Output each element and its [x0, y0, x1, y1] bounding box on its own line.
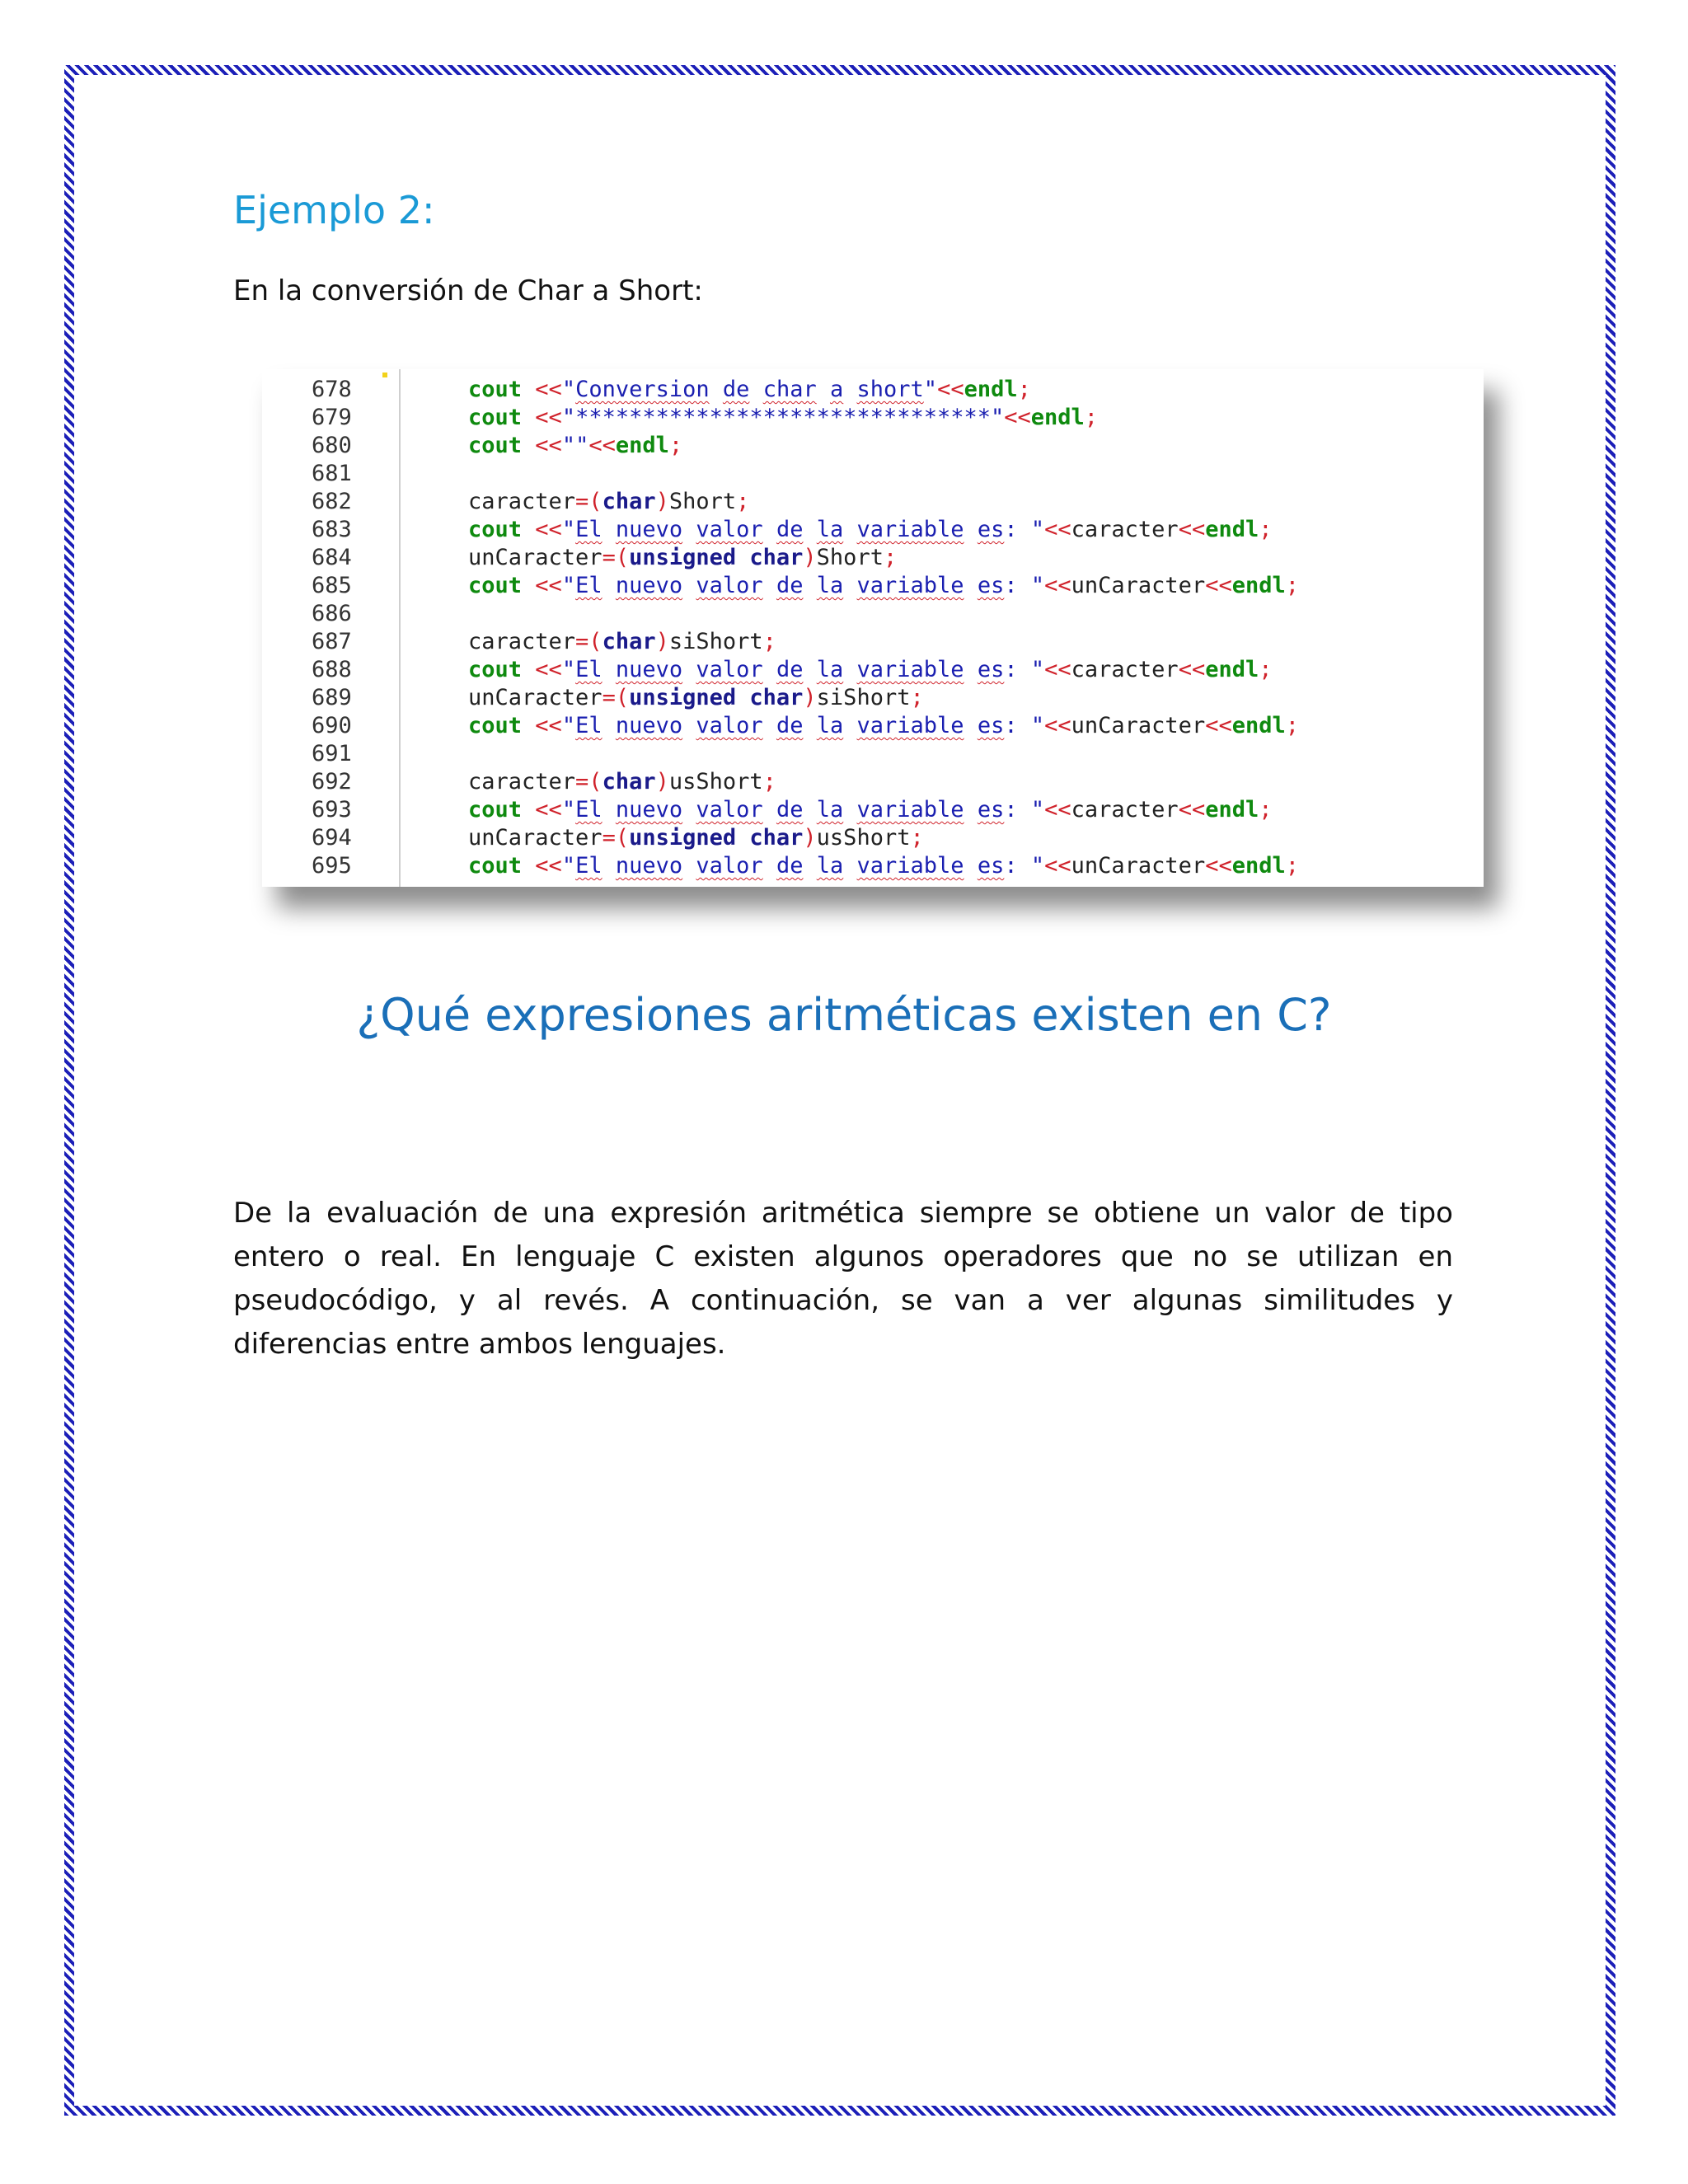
code-token: "	[561, 713, 576, 738]
code-token: : "	[1004, 573, 1045, 598]
code-token: caracter	[468, 489, 576, 514]
line-code	[468, 376, 1031, 404]
code-token: endl	[1205, 517, 1259, 542]
line-code	[468, 516, 1273, 544]
code-token: "	[561, 573, 576, 598]
code-token: endl	[1231, 713, 1286, 738]
code-token: unCaracter	[468, 685, 603, 710]
code-token: valor	[696, 713, 763, 738]
code-token	[763, 853, 776, 879]
line-code	[468, 404, 1098, 432]
code-token	[682, 797, 696, 823]
code-token: cout	[468, 797, 523, 823]
code-token: <<	[588, 433, 616, 458]
code-token: ;	[736, 489, 750, 514]
code-token	[843, 657, 856, 682]
code-token: <<	[1044, 573, 1071, 598]
code-token: unCaracter	[468, 545, 603, 570]
code-token: ;	[1285, 713, 1300, 738]
code-token: char	[762, 377, 817, 402]
code-token: <<	[1205, 573, 1232, 598]
code-token: <<	[522, 573, 562, 598]
code-token: ;	[668, 433, 683, 458]
code-token	[803, 657, 816, 682]
code-token	[817, 377, 830, 402]
code-token: nuevo	[615, 797, 683, 823]
code-token: cout	[468, 853, 523, 879]
code-token	[803, 573, 816, 598]
code-token: caracter	[468, 629, 576, 654]
code-token: endl	[1030, 405, 1085, 430]
code-token: "	[561, 797, 576, 823]
code-token: nuevo	[615, 517, 683, 542]
code-token: )	[655, 489, 669, 514]
code-token	[843, 517, 856, 542]
code-token: El	[575, 713, 603, 738]
code-token: variable	[856, 517, 964, 542]
code-token: es	[977, 797, 1005, 823]
code-token	[763, 657, 776, 682]
code-line	[262, 404, 1484, 432]
code-token: cout	[468, 573, 523, 598]
code-token: El	[575, 657, 603, 682]
code-token	[603, 657, 616, 682]
code-token	[749, 377, 762, 402]
code-token: unCaracter	[468, 825, 603, 851]
code-token: cout	[468, 657, 523, 682]
line-code	[468, 572, 1299, 600]
code-token: short	[856, 377, 924, 402]
code-token: )	[655, 629, 669, 654]
code-token: variable	[856, 797, 964, 823]
code-token: valor	[696, 517, 763, 542]
code-token: ;	[910, 825, 924, 851]
code-token: cout	[468, 433, 523, 458]
code-token: de	[776, 797, 804, 823]
code-token: <<	[522, 657, 562, 682]
code-token: <<	[937, 377, 964, 402]
code-token: )	[803, 545, 817, 570]
line-code	[468, 432, 682, 460]
code-line	[262, 488, 1484, 516]
code-token: valor	[696, 657, 763, 682]
code-token: la	[816, 797, 844, 823]
code-token: char	[602, 769, 656, 794]
code-token: ;	[1017, 377, 1031, 402]
line-number: 687	[312, 629, 352, 654]
code-token: caracter	[1071, 517, 1179, 542]
code-token: nuevo	[615, 657, 683, 682]
code-token	[803, 853, 816, 879]
code-line	[262, 656, 1484, 684]
code-token: cout	[468, 713, 523, 738]
line-number: 678	[312, 377, 352, 402]
code-token	[843, 713, 856, 738]
code-token: <<	[522, 797, 562, 823]
code-token: ;	[1259, 797, 1273, 823]
code-token: <<	[1044, 853, 1071, 879]
code-token: cout	[468, 517, 523, 542]
code-token	[603, 713, 616, 738]
code-line	[262, 600, 1484, 628]
code-token: nuevo	[615, 853, 683, 879]
code-token: unsigned char	[629, 545, 804, 570]
code-token: unsigned char	[629, 825, 804, 851]
code-token: a	[829, 377, 844, 402]
line-code	[468, 712, 1299, 740]
code-line	[262, 544, 1484, 572]
line-code	[468, 656, 1273, 684]
code-token: ;	[1259, 657, 1273, 682]
code-token	[603, 573, 616, 598]
code-token: <<	[1205, 853, 1232, 879]
code-token: "	[561, 517, 576, 542]
code-token: ""	[561, 433, 589, 458]
code-token: ;	[1285, 853, 1300, 879]
code-token: "	[923, 377, 938, 402]
code-token: valor	[696, 573, 763, 598]
code-token: <<	[522, 377, 562, 402]
line-number: 681	[312, 461, 352, 486]
code-token: ;	[1084, 405, 1099, 430]
line-number: 695	[312, 853, 352, 879]
code-line	[262, 712, 1484, 740]
code-token: valor	[696, 797, 763, 823]
line-number: 692	[312, 769, 352, 794]
code-token: ;	[883, 545, 898, 570]
line-number: 679	[312, 405, 352, 430]
code-token	[803, 517, 816, 542]
line-number: 683	[312, 517, 352, 542]
line-number: 688	[312, 657, 352, 682]
code-token: )	[803, 685, 817, 710]
intro-text: En la conversión de Char a Short:	[233, 274, 703, 307]
code-token	[843, 377, 856, 402]
code-token: El	[575, 573, 603, 598]
code-token	[964, 517, 978, 542]
code-token: es	[977, 853, 1005, 879]
line-number: 680	[312, 433, 352, 458]
code-token: : "	[1004, 797, 1045, 823]
code-line	[262, 376, 1484, 404]
code-token: caracter	[1071, 657, 1179, 682]
code-token: de	[776, 517, 804, 542]
code-line	[262, 824, 1484, 852]
code-token: endl	[1205, 657, 1259, 682]
code-token	[763, 573, 776, 598]
code-token	[964, 657, 978, 682]
code-token: "*******************************"	[561, 405, 1005, 430]
code-token: =(	[602, 685, 630, 710]
code-token	[803, 797, 816, 823]
code-token: caracter	[1071, 797, 1179, 823]
code-token: usShort	[668, 769, 763, 794]
code-token: =(	[575, 629, 603, 654]
code-token: la	[816, 853, 844, 879]
code-token: "	[561, 657, 576, 682]
code-token: <<	[1205, 713, 1232, 738]
code-token: "	[561, 377, 576, 402]
code-token: char	[602, 489, 656, 514]
code-token: la	[816, 573, 844, 598]
code-token	[964, 573, 978, 598]
code-token: variable	[856, 853, 964, 879]
code-line	[262, 572, 1484, 600]
code-token: Short	[668, 489, 737, 514]
code-token	[603, 853, 616, 879]
code-token: <<	[522, 433, 562, 458]
code-token: ;	[762, 629, 776, 654]
line-code	[468, 628, 776, 656]
code-token: : "	[1004, 517, 1045, 542]
code-token: cout	[468, 405, 523, 430]
code-token: <<	[1004, 405, 1031, 430]
code-token: unsigned char	[629, 685, 804, 710]
code-line	[262, 740, 1484, 768]
code-line	[262, 516, 1484, 544]
code-line	[262, 628, 1484, 656]
code-token: endl	[615, 433, 669, 458]
code-token	[682, 657, 696, 682]
code-token: la	[816, 713, 844, 738]
code-token: )	[655, 769, 669, 794]
code-token: nuevo	[615, 713, 683, 738]
line-code	[468, 824, 924, 852]
code-token: nuevo	[615, 573, 683, 598]
code-token	[682, 853, 696, 879]
code-token: Short	[816, 545, 884, 570]
code-token: caracter	[468, 769, 576, 794]
line-number: 686	[312, 601, 352, 626]
line-number: 691	[312, 741, 352, 766]
code-token	[682, 713, 696, 738]
code-line	[262, 460, 1484, 488]
code-token: variable	[856, 713, 964, 738]
code-token: : "	[1004, 713, 1045, 738]
code-token: <<	[522, 853, 562, 879]
code-token: <<	[522, 405, 562, 430]
code-token: unCaracter	[1071, 713, 1206, 738]
code-token: la	[816, 657, 844, 682]
code-token: <<	[522, 713, 562, 738]
code-token: de	[722, 377, 750, 402]
line-number: 682	[312, 489, 352, 514]
code-token: =(	[575, 769, 603, 794]
code-token	[843, 573, 856, 598]
code-token: )	[803, 825, 817, 851]
line-number: 684	[312, 545, 352, 570]
code-token	[964, 797, 978, 823]
section-title: ¿Qué expresiones aritméticas existen en C?	[356, 989, 1332, 1041]
code-token: ;	[1259, 517, 1273, 542]
code-token: endl	[964, 377, 1018, 402]
code-token: <<	[1044, 797, 1071, 823]
code-token: endl	[1231, 573, 1286, 598]
code-token: siShort	[816, 685, 911, 710]
code-token: de	[776, 713, 804, 738]
line-code	[468, 488, 749, 516]
code-token: de	[776, 853, 804, 879]
code-token: : "	[1004, 853, 1045, 879]
code-token	[763, 713, 776, 738]
code-token: es	[977, 657, 1005, 682]
code-token: <<	[1044, 657, 1071, 682]
code-line	[262, 852, 1484, 880]
code-token: <<	[1178, 657, 1206, 682]
code-token: es	[977, 713, 1005, 738]
code-token: variable	[856, 657, 964, 682]
code-token	[763, 517, 776, 542]
code-token: ;	[910, 685, 924, 710]
code-token: de	[776, 573, 804, 598]
code-token: endl	[1231, 853, 1286, 879]
code-token: siShort	[668, 629, 763, 654]
code-token: =(	[575, 489, 603, 514]
line-code	[468, 544, 897, 572]
code-token	[603, 797, 616, 823]
line-number: 693	[312, 797, 352, 823]
code-token: <<	[1178, 797, 1206, 823]
line-code	[468, 852, 1299, 880]
code-token: Conversion	[575, 377, 710, 402]
code-token: es	[977, 517, 1005, 542]
code-token: char	[602, 629, 656, 654]
example-heading: Ejemplo 2:	[233, 188, 435, 232]
line-number: 694	[312, 825, 352, 851]
code-token: =(	[602, 825, 630, 851]
code-token: ;	[1285, 573, 1300, 598]
code-token: valor	[696, 853, 763, 879]
code-token: <<	[522, 517, 562, 542]
code-token	[682, 517, 696, 542]
code-token: : "	[1004, 657, 1045, 682]
code-token	[803, 713, 816, 738]
code-token: variable	[856, 573, 964, 598]
code-token	[843, 853, 856, 879]
code-token: endl	[1205, 797, 1259, 823]
code-line	[262, 768, 1484, 796]
code-token	[682, 573, 696, 598]
code-token: ;	[762, 769, 776, 794]
code-token	[964, 713, 978, 738]
code-line	[262, 796, 1484, 824]
code-line	[262, 432, 1484, 460]
code-token: usShort	[816, 825, 911, 851]
code-line	[262, 684, 1484, 712]
code-token: =(	[602, 545, 630, 570]
line-number: 690	[312, 713, 352, 738]
code-token: El	[575, 853, 603, 879]
code-screenshot	[262, 369, 1484, 887]
code-token: de	[776, 657, 804, 682]
line-number: 685	[312, 573, 352, 598]
code-token: <<	[1044, 517, 1071, 542]
line-code	[468, 796, 1273, 824]
code-token: cout	[468, 377, 523, 402]
code-token: unCaracter	[1071, 853, 1206, 879]
code-token	[710, 377, 723, 402]
code-token: El	[575, 797, 603, 823]
code-token	[843, 797, 856, 823]
line-number: 689	[312, 685, 352, 710]
code-token: unCaracter	[1071, 573, 1206, 598]
code-token	[763, 797, 776, 823]
line-code	[468, 684, 924, 712]
code-token: <<	[1178, 517, 1206, 542]
code-token: El	[575, 517, 603, 542]
code-token: la	[816, 517, 844, 542]
code-token	[964, 853, 978, 879]
code-token: es	[977, 573, 1005, 598]
body-paragraph: De la evaluación de una expresión aritmética siempre se obtiene un valor de tipo entero o real. En lenguaje C existen algunos operadores que no se utilizan en pseudocódigo, y al revés. A continuación, se van a ver algunas similitudes y diferencias entre ambos lenguajes.	[233, 1197, 1453, 1361]
code-token	[603, 517, 616, 542]
code-token: <<	[1044, 713, 1071, 738]
code-token: "	[561, 853, 576, 879]
line-code	[468, 768, 776, 796]
